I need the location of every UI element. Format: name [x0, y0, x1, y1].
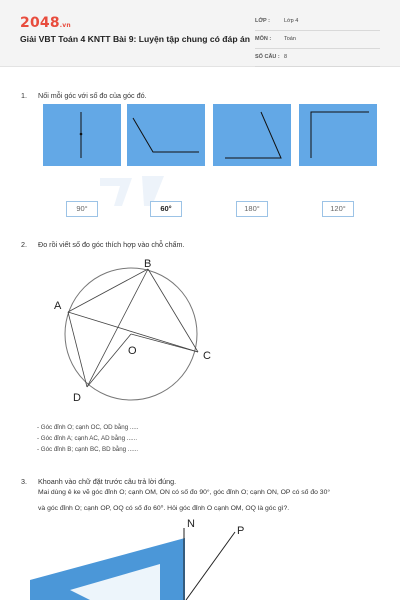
meta-label: MÔN : — [255, 36, 272, 42]
question-text: Khoanh vào chữ đặt trước câu trả lời đúng. — [38, 477, 177, 486]
question-text-line: Mai dùng ê ke vẽ góc đỉnh O; cạnh OM, ON có số đo 90°, góc đỉnh O; cạnh ON, OP có số đo 30° — [38, 489, 331, 496]
point-d-label: D — [73, 392, 81, 404]
angle-90-figure — [299, 104, 377, 166]
angle-120-figure — [127, 104, 205, 166]
question-text: Đo rồi viết số đo góc thích hợp vào chỗ chấm. — [38, 240, 185, 249]
meta-value: 8 — [284, 54, 288, 60]
answer-line: - Góc đỉnh B; cạnh BC, BD bằng ...... — [37, 446, 139, 453]
page-header — [0, 0, 400, 67]
point-p-label: P — [237, 525, 245, 537]
angle-image-4 — [299, 104, 377, 166]
point-o-label: O — [128, 345, 137, 357]
question-number: 1. — [21, 91, 27, 100]
meta-value: Lớp 4 — [284, 18, 299, 24]
document-title: Giải VBT Toán 4 KNTT Bài 9: Luyện tập chung có đáp án — [20, 34, 250, 44]
q2-answers — [37, 422, 138, 455]
question-number: 3. — [21, 477, 27, 486]
degree-option: 120° — [322, 201, 354, 217]
point-n-label: N — [187, 518, 195, 530]
logo-text: 2048 — [20, 15, 60, 31]
question-number: 2. — [21, 240, 27, 249]
degree-option: 90° — [66, 201, 98, 217]
meta-row-count — [255, 50, 380, 67]
point-b-label: B — [144, 258, 152, 270]
degree-option: 180° — [236, 201, 268, 217]
meta-label: LỚP : — [255, 18, 270, 24]
point-c-label: C — [203, 350, 211, 362]
meta-row-subject — [255, 32, 380, 49]
point-a-label: A — [54, 300, 62, 312]
angle-image-2 — [127, 104, 205, 166]
meta-row-class — [255, 14, 380, 31]
angle-60-figure — [213, 104, 291, 166]
meta-label: SỐ CÂU : — [255, 54, 280, 60]
angle-180-figure — [43, 104, 121, 166]
angle-image-3 — [213, 104, 291, 166]
meta-table — [255, 14, 380, 68]
question-text: Nối mỗi góc với số đo của góc đó. — [38, 91, 147, 100]
circle-figure — [50, 255, 230, 405]
degree-option: 60° — [150, 201, 182, 217]
set-square-figure — [30, 518, 310, 600]
meta-value: Toán — [284, 36, 296, 42]
question-text-line: và góc đỉnh O; cạnh OP, OQ có số đo 60⁰. Hỏi góc đỉnh O cạnh OM, OQ là góc gì?. — [38, 505, 290, 512]
site-logo[interactable] — [20, 15, 71, 31]
angle-image-1 — [43, 104, 121, 166]
answer-line: - Góc đỉnh O; cạnh OC, OD bằng ..... — [37, 424, 139, 431]
answer-line: - Góc đỉnh A; cạnh AC, AD bằng ...... — [37, 435, 138, 442]
logo-suffix: .vn — [59, 22, 71, 29]
